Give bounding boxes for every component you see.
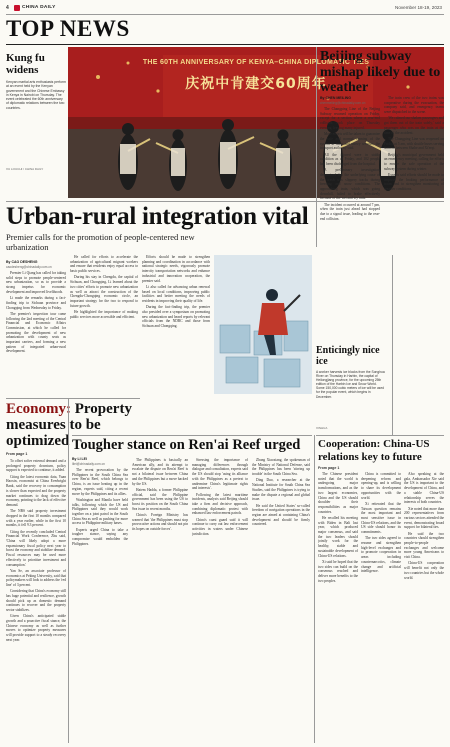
cooperation-divider (314, 435, 315, 743)
cooperation-col-2-p1: China is committed to deepening reform and opening-up, and is willing to share its development opportunities with the world. (361, 472, 401, 500)
subway-byline: By CHEN MEILING (320, 96, 351, 100)
urban-headline: Urban-rural integration vital (6, 203, 309, 230)
renai-col-1-p3: Experts urged China to take a tougher stance, saying any compromise would embolden the Philippines. (72, 527, 128, 546)
renai-col-3 (192, 458, 248, 743)
renai-col-4-p3: He said the United States' so-called freedom of navigation operations in the region are aimed at containing China's development and should be firmly countered. (252, 503, 310, 527)
subway-col-1-p5: The incident occurred at around 7 pm, when the train just ahead had stopped due to a signal issue, leading to the rear-end collision. (320, 202, 380, 221)
section-title: TOP NEWS (6, 16, 130, 41)
subway-col-2 (384, 96, 444, 247)
subway-headline: Beijing subway mishap likely due to weather (320, 49, 441, 95)
renai-col-1 (72, 468, 128, 743)
page-number: 4 (6, 5, 9, 11)
cooperation-col-1-p1: The Chinese president noted that the world is undergoing major transformations, and as the two largest economies, China and the US should shoulder their responsibilities as major countries. (318, 472, 358, 514)
renai-col-2-p2: Hatem Hadda, a former Philippine official, said the Philippine government has been using the US to boost its position on the South China Sea issue in recent months. (132, 487, 188, 511)
cooperation-col-3-p3: He said the two countries should strengthen people-to-people exchanges and welcome more young Americans to visit China. (404, 531, 444, 560)
cooperation-col-1-p2: He recalled his meeting with Biden in Bali last year, which produced major consensus, and said the two leaders should jointly work for the healthy, stable and sustainable development of China-US relations. (318, 515, 358, 558)
subway-email: chenmeiling@chinadaily.com.cn (320, 100, 366, 105)
cooperation-col-3 (404, 472, 444, 743)
left-column-divider (68, 398, 69, 743)
renai-byline: By LI LEI (72, 457, 87, 461)
subway-col-1-p2: More efforts will be taken to guarantee the safe and normal running of the system in rainy and snowy weather, the transport authority said. (320, 132, 380, 151)
renai-email: lilei@chinadaily.com.cn (72, 461, 105, 466)
renai-col-3-p1: Stressing the importance of managing differences through dialogue and consultation, experts said the US should stop 'using its alliance with the Philippines as a pretext to undermine China's legitimate rights and interests'. (192, 458, 248, 491)
renai-col-2-p3: China's Foreign Ministry has warned that 'the Philippines must stop provocative actions and should not pin its hopes on outside forces'. (132, 512, 188, 532)
urban-col-1 (6, 271, 66, 396)
economy-p4: Citing the recently concluded Central Financial Work Conference, Zhu said, 'China will likely adopt a more expansionary fiscal policy next year to boost the economy and stabilize demand. Fiscal resources may be used more effectively to prioritize investment and consumption.' (6, 529, 66, 567)
cooperation-headline: Cooperation: China-US relations key to future (318, 438, 430, 463)
subway-col-1-p1: The Changping Line of the Beijing Subway resumed operation on Friday, except for a section where a rear-end collision took place on Thursday evening, leaving many injured. (320, 107, 380, 130)
cooperation-col-1 (318, 472, 358, 743)
ice-credit: XINHUA (316, 426, 328, 430)
ice-photo-scene (214, 255, 312, 394)
renai-col-2-p1: The Philippines is basically an American ally, and its attempt to escalate the dispute on Ren'ai Reef is not a bilateral issue between China and the Philippines but a move backed by the US. (132, 458, 188, 486)
publication-name: CHINA DAILY (22, 5, 56, 10)
economy-top-rule (6, 398, 140, 399)
economy-p2: Citing the latest economic data, Yuan Haoxin, economist at China Everbright Bank, said the recovery in consumption is slower than expected and the property market continues to drag down the economy, pointing to the lack of effective demand. (6, 474, 66, 507)
urban-col-1-p3: The premier's inspection tour came following the 2nd meeting of the Central Financial and Economic Affairs Commission, at which he called for promoting the development of new urbanization with county seats as important carriers, and forming a new pattern of integrated urban-rural development. (6, 311, 66, 354)
right-top-divider (392, 255, 393, 435)
cooperation-top-rule (316, 435, 444, 436)
header-bottom-rule (6, 44, 444, 45)
cooperation-col-1-p3: Xi said he hoped that the two sides can build on the consensus reached and deliver more benefits to the two peoples. (318, 559, 358, 583)
kungfu-heading: Kung fu widens (6, 52, 45, 76)
subway-col-2-p5: Experts said efforts should be made to improve the braking performance of trains and to strengthen monitoring of weather conditions. (384, 172, 444, 192)
cooperation-col-2-p2: Xi reiterated that the Taiwan question remains the most important and most sensitive issue in China-US relations, and the US side should honor its commitments. (361, 501, 401, 535)
subway-col-2-p2: 'We calmed our shaken passengers and got them out of the train safely,' said a passenger who was on the train at the time of the accident. (384, 116, 444, 135)
economy-p7: Given China's anticipated stable growth and a proactive fiscal stance, the Chinese economy as well as further moves to optimize property measures will provide support to a steady recovery next year. (6, 614, 66, 642)
renai-col-1-p1: The recent provocation by the Philippines in the South China Sea over Ren'ai Reef, which belongs to China, is an issue heating up in the region, experts said, citing a recent move by the Philippines and its allies. (72, 468, 128, 496)
economy-from-page: From page 1 (6, 452, 28, 456)
kungfu-credit: XU LOUCHI / CHINA DAILY (6, 167, 44, 171)
subway-col-2-p4: Beijing's municipal government held an emergency meeting, calling for efforts to ensure the safe operation of the subway system during winter. (384, 152, 444, 171)
publication-logo (14, 5, 20, 11)
urban-col-3 (142, 255, 210, 396)
urban-col-2-p1: He called for efforts to accelerate the urbanization of agricultural migrant workers and ensure that residents enjoy equal access to basic public services. (70, 255, 138, 274)
renai-top-rule (72, 435, 312, 436)
cooperation-col-3-p4: China-US cooperation will benefit not only the two countries but the whole world. (404, 561, 444, 580)
economy-p3: The NBS said property investment dropped in the first 10 months compared with a year earlier, while in the first 10 months, it fell 9.3 percent. (6, 509, 66, 528)
subway-col-1-p4: A preliminary investigation determined that the underlying cause of the crash was slippery tracks during freezing and snow conditions. The approaching train, which was going downhill, failed to brake effectively because of the wet and icy rails. (320, 168, 380, 201)
subway-col-2-p3: The Changping Line was reopened on Friday at 5 am, with shuttle buses serving stations between Shahe and Xi'erqi. (384, 136, 444, 151)
renai-headline: Tougher stance on Ren'ai Reef urged (72, 437, 301, 453)
renai-col-4-p2: Ding Duo, a researcher at the National Institute for South China Sea Studies, said the Philippines is trying to make the dispute a regional and global issue. (252, 478, 310, 502)
renai-col-4-p1: Zhang Xiaoxiang, the spokesman of the Ministry of National Defense, said the Philippines has been 'stirring up trouble' in the South China Sea. (252, 458, 310, 477)
urban-email: caodesheng@chinadaily.com.cn (6, 264, 52, 269)
economy-headline-text: Property measures to be optimized (6, 401, 132, 449)
cooperation-col-2 (361, 472, 401, 743)
economy-p6: Considering that China's economy still has huge potential and resilience, growth should pick up as domestic demand continues to recover and the property sector stabilizes. (6, 589, 66, 613)
cooperation-from-page: From page 1 (318, 466, 340, 470)
cooperation-col-2-p3: The two sides agreed to resume and strengthen high-level exchanges and to promote cooperation in areas including counternarcotics, climate change and artificial intelligence. (361, 536, 401, 574)
urban-col-1-p1: Premier Li Qiang has called for taking solid steps to promote people-centered new urbanization, so as to provide a strong impetus for economic development and improved livelihoods. (6, 271, 66, 294)
subway-col-1-p3: All the injured were in stable condition as of Friday, and 102 people had been discharged from the hospital. (320, 152, 380, 166)
renai-col-3-p2: Following the latest maritime incidents, analysts said Beijing should take a firm and decisive approach, combining diplomatic protest with enhanced law enforcement patrols. (192, 492, 248, 516)
urban-byline: By CAO DESHENG (6, 260, 38, 264)
urban-col-2-p2: During his stay in Chengdu, the capital of Sichuan, and Chongqing, Li learned about the two cities' efforts to promote new urbanization as well as attract the construction of the Chengdu-Chongqing economic circle, an important strategy for the two to respond to future growth. (70, 275, 138, 308)
renai-col-3-p3: China's coast guard said it will continue to carry out law enforcement activities in waters under Chinese jurisdiction. (192, 517, 248, 536)
kungfu-caption: Kenyan martial arts enthusiasts perform at an event held by the Kenyan government and the Chinese Embassy in Kenya in Nairobi on Thursday. The event celebrated the 60th anniversary of diplomatic relations between the two countries. (6, 80, 66, 110)
renai-col-2 (132, 458, 188, 743)
urban-col-3-p2: Li also called for advancing urban renewal based on local conditions, improving public facilities and better meeting the needs of residents in improving their quality of life. (142, 284, 210, 303)
renai-col-4 (252, 458, 310, 743)
urban-deck: Premier calls for the promotion of people-centered new urbanization (6, 232, 195, 252)
urban-col-1-p2: Li made the remarks during a fact-finding trip to Sichuan province and Chongqing from Wednesday to Friday. (6, 296, 66, 310)
ice-headline: Enticingly nice ice (316, 345, 380, 367)
photo-banner-english: THE 60TH ANNIVERSARY OF KENYA–CHINA DIPLOMATIC TIES (142, 59, 370, 66)
economy-headline-label: Economy: (6, 401, 71, 417)
subway-top-rule (316, 47, 317, 247)
subway-col-1 (320, 107, 380, 247)
urban-col-2 (70, 255, 138, 396)
ice-photo (214, 255, 312, 394)
economy-body (6, 459, 66, 743)
economy-p5: Yan Se, an associate professor of economics at Peking University, said that policymakers will look to address the 'red line' of 3 percent. (6, 568, 66, 587)
subway-col-2-p1: The train crew of the two trains was cooperative during the evacuation, the company said, and emergency teams were dispatched to the scene. (384, 96, 444, 115)
cooperation-col-3-p1: Also speaking at the gala, Ambassador Xie said the US is important to the development of China, and a stable China-US relationship serves the interests of both countries. (404, 472, 444, 505)
economy-p1: To offset softer external demand and a prolonged property downturn, policy support is expected to continue, it added. (6, 459, 66, 473)
photo-banner-chinese: 庆祝中肯建交60周年 (185, 76, 327, 92)
date-line: November 18-19, 2023 (395, 5, 442, 10)
urban-col-3-p3: During the fact-finding trip, the premier also presided over a symposium on promoting new urbanization and heard reports by relevant officials from the NDRC and those from Sichuan and Chongqing. (142, 305, 210, 329)
ice-caption: A worker harvests ice blocks from the Songhua River on Thursday in Harbin, the capital of Heilongjiang province, for the upcoming 25th edition of the Harbin Ice and Snow World. Some 150,000 cubic meters of ice will be used for the popular event, which begins in December. (316, 370, 385, 399)
urban-col-2-p3: He highlighted the importance of making public services more accessible and efficient. (70, 309, 138, 319)
cooperation-col-3-p2: Xie noted that more than 200 representatives from various sectors attended the event, demonstrating broad support for bilateral ties. (404, 506, 444, 530)
header-top-rule (6, 14, 444, 15)
renai-col-1-p2: Washington and Manila have held talks, following which the US and Philippines said they would work together on a joint patrol in the South China Sea as well as pushing for more access to Philippine military bases. (72, 497, 128, 526)
urban-col-3-p1: Efforts should be made to strengthen planning and coordination in accordance with national strategic needs, vigorously promote intercity transportation networks and enhance industrial and innovation cooperation, the premier said. (142, 255, 210, 283)
